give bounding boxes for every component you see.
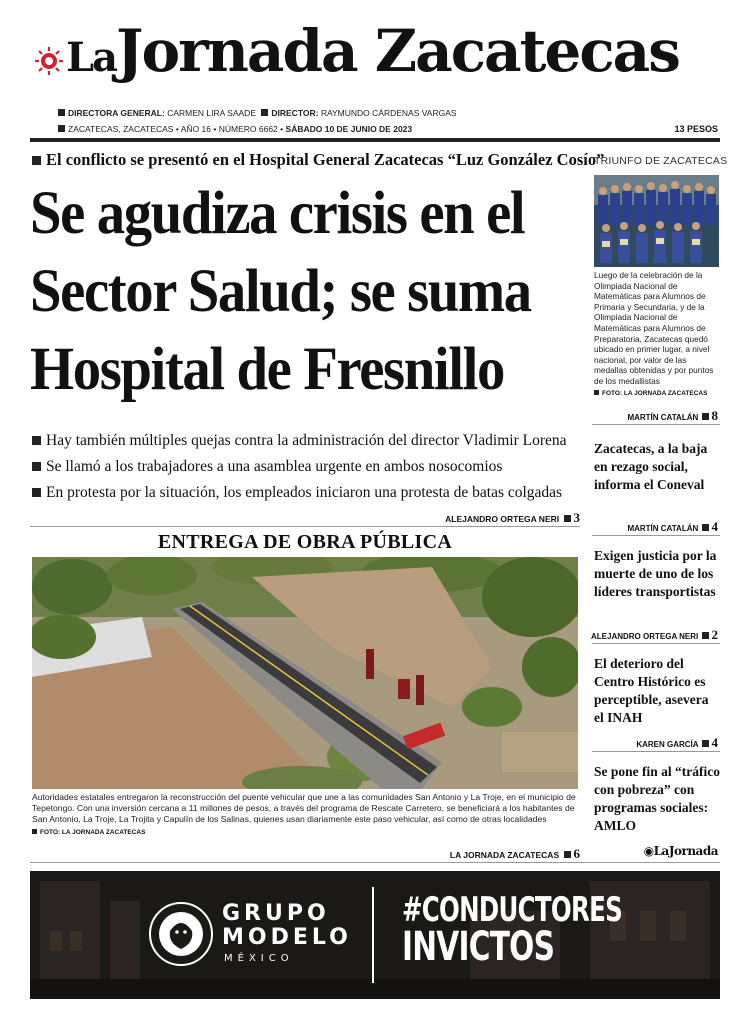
issue-date: SÁBADO 10 DE JUNIO DE 2023 bbox=[285, 124, 413, 134]
sidebar-story-2-credit[interactable]: ALEJANDRO ORTEGA NERI 2 bbox=[591, 627, 718, 642]
masthead-rule bbox=[30, 138, 720, 142]
obra-credit[interactable] bbox=[450, 846, 580, 862]
lead-bullets bbox=[32, 428, 592, 506]
headline-line-3: Hospital de Fresnillo bbox=[30, 336, 504, 403]
issue-place: ZACATECAS, ZACATECAS bbox=[68, 124, 174, 134]
masthead-title[interactable] bbox=[66, 17, 679, 85]
staff-name-2: RAYMUNDO CÁRDENAS VARGAS bbox=[320, 108, 457, 118]
ad-tagline: INVICTOS bbox=[402, 924, 555, 970]
ad-brand-line-2: MODELO bbox=[222, 925, 352, 950]
issue-year: AÑO 16 bbox=[180, 124, 211, 134]
staff-role-2: DIRECTOR: bbox=[271, 108, 319, 118]
headline-line-2: Sector Salud; se suma bbox=[30, 258, 531, 325]
staff-role-1: DIRECTORA GENERAL: bbox=[68, 108, 165, 118]
obra-section-title: ENTREGA DE OBRA PÚBLICA bbox=[157, 531, 453, 553]
ad-divider bbox=[372, 887, 374, 983]
footer-logo: ◉LaJornada bbox=[643, 844, 718, 858]
sidebar-story-4[interactable]: Se pone fin al “tráfico con pobreza” con programas sociales: AMLO bbox=[594, 764, 720, 833]
sidebar-feature-credit[interactable]: MARTÍN CATALÁN 8 bbox=[627, 408, 718, 423]
lead-headline[interactable] bbox=[30, 175, 546, 409]
ad-brand-line-3: MÉXICO bbox=[224, 953, 294, 964]
obra-photo-credit: FOTO: LA JORNADA ZACATECAS bbox=[32, 829, 145, 836]
ad-brand-line-1: GRUPO bbox=[222, 901, 330, 926]
obra-rule bbox=[30, 862, 720, 863]
grupo-modelo-ad[interactable] bbox=[30, 871, 720, 999]
sidebar-story-1[interactable]: Zacatecas, a la baja en rezago social, informa el Coneval bbox=[594, 441, 708, 492]
sidebar-head: TRIUNFO DE ZACATECAS bbox=[594, 155, 728, 167]
masthead-logo-prefix: La bbox=[66, 34, 117, 81]
lead-bullet: En protesta por la situación, los empleados iniciaron una protesta de batas colgadas bbox=[32, 480, 592, 506]
sidebar-story-1-credit[interactable]: MARTÍN CATALÁN 4 bbox=[627, 519, 718, 534]
sidebar-caption: Luego de la celebración de la Olimpiada Nacional de Matemáticas para Alumnos de Primaria y Secundaria, y de la Olimpiada Nacional de Matemáticas para Alumnos de Preparatoria, Zacatecas quedó ubicado en primer lugar, a nivel nacional, por valor de las medallas obtenidas y por puntos de los medallistas bbox=[594, 270, 714, 386]
sidebar-story-3-credit[interactable]: KAREN GARCÍA 4 bbox=[636, 735, 718, 750]
sidebar-rule bbox=[592, 424, 720, 425]
staff-name-1: CARMEN LIRA SAADE bbox=[167, 108, 256, 118]
price-label: 13 PESOS bbox=[674, 124, 718, 134]
obra-page: 6 bbox=[573, 846, 580, 861]
students-photo[interactable] bbox=[594, 175, 719, 267]
sidebar-story-3[interactable]: El deterioro del Centro Histórico es perceptible, asevera el INAH bbox=[594, 656, 709, 725]
headline-line-1: Se agudiza crisis en el bbox=[30, 180, 525, 247]
lead-bullet: Se llamó a los trabajadores a una asamblea urgente en ambos nosocomios bbox=[32, 454, 592, 480]
staff-line bbox=[58, 108, 457, 118]
lead-credit[interactable] bbox=[445, 510, 580, 526]
lion-seal-icon bbox=[148, 901, 214, 967]
lead-rule bbox=[30, 526, 580, 527]
lead-kicker bbox=[32, 150, 604, 170]
issue-number: NÚMERO 6662 bbox=[218, 124, 278, 134]
ad-hashtag: #CONDUCTORES bbox=[402, 890, 623, 930]
lead-bullet: Hay también múltiples quejas contra la administración del director Vladimir Lorena bbox=[32, 428, 592, 454]
masthead-name: Jornada Zacatecas bbox=[116, 17, 679, 85]
sidebar-rule bbox=[592, 751, 720, 752]
sun-logo-icon bbox=[34, 46, 64, 76]
bridge-aerial-photo[interactable] bbox=[32, 557, 578, 789]
sidebar-photo-credit: FOTO: LA JORNADA ZACATECAS bbox=[594, 390, 707, 397]
issue-line: ZACATECAS, ZACATECAS • AÑO 16 • NÚMERO 6662 • SÁBADO 10 DE JUNIO DE 2023 bbox=[58, 124, 412, 134]
lead-kicker-text: El conflicto se presentó en el Hospital General Zacatecas “Luz González Cosío” bbox=[46, 150, 605, 169]
lead-page: 3 bbox=[573, 510, 580, 525]
obra-author: LA JORNADA ZACATECAS bbox=[449, 850, 560, 860]
sidebar-rule bbox=[592, 535, 720, 536]
sidebar-story-2[interactable]: Exigen justicia por la muerte de uno de los líderes transportistas bbox=[594, 548, 717, 599]
obra-caption: Autoridades estatales entregaron la reconstrucción del puente vehicular que une a las comunidades San Antonio y La Troje, en el municipio de Tepetongo. Con una inversión cercana a 11 millones de pesos, a través del programa de Rescate Carretero, se beneficiará a los habitantes de San Antonio, La Troje, La Trojita y Capulín de los Salinas, quienes usan diariamente este paso vehicular, así como de otras localidades bbox=[32, 792, 576, 825]
lead-author: ALEJANDRO ORTEGA NERI bbox=[445, 514, 560, 524]
sidebar-rule bbox=[592, 643, 720, 644]
